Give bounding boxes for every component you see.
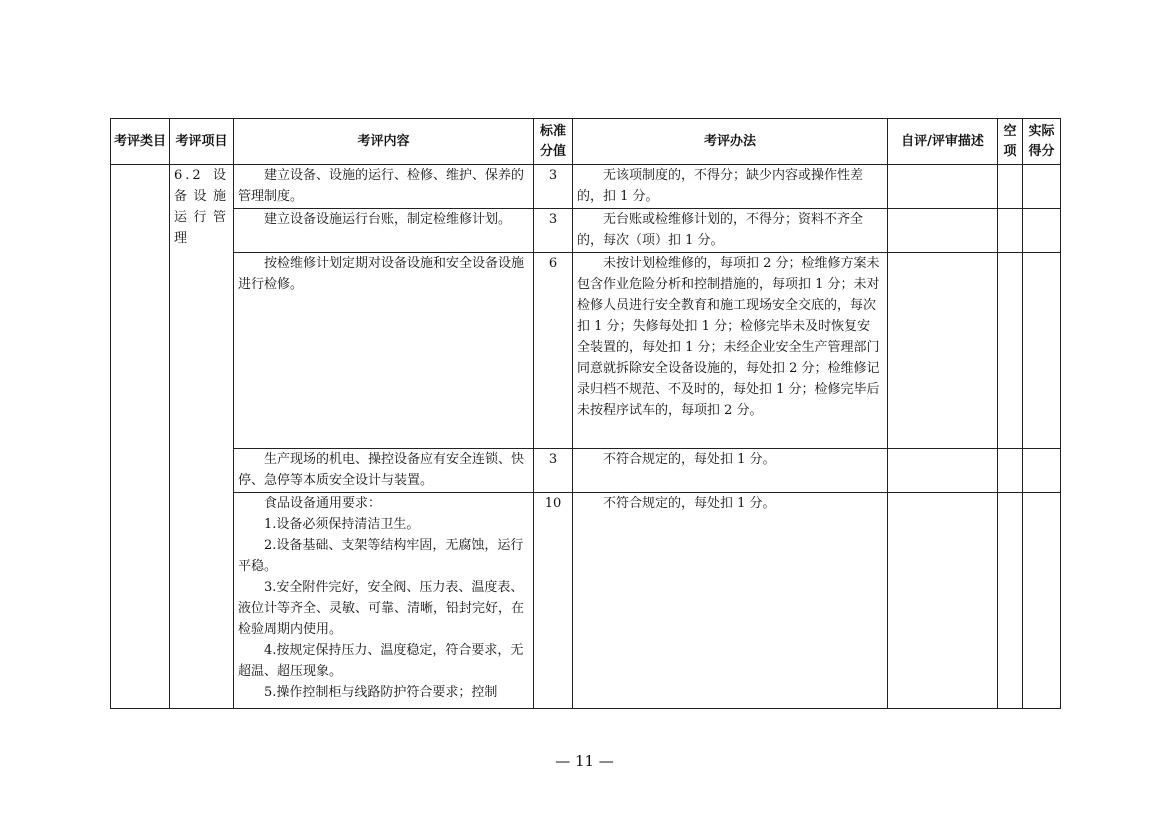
table-row — [111, 449, 1061, 493]
empty-cell[interactable] — [998, 449, 1023, 493]
score-cell: 3 — [534, 209, 573, 253]
content-line: 5.操作控制柜与线路防护符合要求；控制 — [264, 685, 498, 700]
header-category: 考评类目 — [111, 119, 170, 165]
empty-cell[interactable] — [998, 209, 1023, 253]
table-row — [111, 253, 1061, 449]
category-cell — [111, 165, 170, 709]
header-empty: 空项 — [998, 119, 1023, 165]
method-cell: 未按计划检维修的，每项扣 2 分；检维修方案未包含作业危险分析和控制措施的，每项扣 1 分；未对检修人员进行安全教育和施工现场安全交底的，每次扣 1 分；失修每处扣 1 分；检修完毕未及时恢复安全装置的，每处扣 1 分；未经企业安全生产管理部门同意就拆除安全设备设施的，每处扣 2 分；检维修记录归档不规范、不及时的，每处扣 1 分；检修完毕后未按程序试车的，每项扣 2 分。 — [573, 253, 888, 449]
header-self-eval: 自评/评审描述 — [888, 119, 998, 165]
content-line: 1.设备必须保持清洁卫生。 — [264, 517, 420, 532]
empty-cell[interactable] — [998, 493, 1023, 709]
item-name-cell: 6.2 设备设施运行管理 — [170, 165, 234, 709]
content-line: 食品设备通用要求： — [264, 496, 382, 511]
content-line: 2.设备基础、支架等结构牢固，无腐蚀，运行平稳。 — [238, 538, 524, 574]
actual-score-cell[interactable] — [1023, 165, 1061, 209]
actual-score-cell[interactable] — [1023, 449, 1061, 493]
empty-cell[interactable] — [998, 165, 1023, 209]
method-cell: 无该项制度的，不得分；缺少内容或操作性差的，扣 1 分。 — [573, 165, 888, 209]
score-cell: 3 — [534, 165, 573, 209]
self-eval-cell[interactable] — [888, 253, 998, 449]
header-row — [111, 119, 1061, 165]
content-cell — [234, 493, 534, 709]
header-method: 考评办法 — [573, 119, 888, 165]
self-eval-cell[interactable] — [888, 449, 998, 493]
score-cell: 3 — [534, 449, 573, 493]
score-cell: 10 — [534, 493, 573, 709]
self-eval-cell[interactable] — [888, 209, 998, 253]
empty-cell[interactable] — [998, 253, 1023, 449]
method-cell: 不符合规定的，每处扣 1 分。 — [573, 493, 888, 709]
self-eval-cell[interactable] — [888, 165, 998, 209]
header-actual: 实际得分 — [1023, 119, 1061, 165]
content-line: 3.安全附件完好，安全阀、压力表、温度表、液位计等齐全、灵敏、可靠、清晰，铅封完好，在检验周期内使用。 — [238, 580, 525, 637]
content-cell: 按检维修计划定期对设备设施和安全设备设施进行检修。 — [234, 253, 534, 449]
content-cell: 建立设备设施运行台账，制定检维修计划。 — [234, 209, 534, 253]
actual-score-cell[interactable] — [1023, 253, 1061, 449]
header-content: 考评内容 — [234, 119, 534, 165]
self-eval-cell[interactable] — [888, 493, 998, 709]
header-item: 考评项目 — [170, 119, 234, 165]
method-cell: 不符合规定的，每处扣 1 分。 — [573, 449, 888, 493]
table-row — [111, 209, 1061, 253]
table-row — [111, 165, 1061, 209]
table-row — [111, 493, 1061, 709]
actual-score-cell[interactable] — [1023, 493, 1061, 709]
evaluation-table — [110, 118, 1061, 709]
page-number: — 11 — — [555, 752, 614, 770]
content-line: 4.按规定保持压力、温度稳定，符合要求，无超温、超压现象。 — [238, 643, 524, 679]
content-cell: 生产现场的机电、操控设备应有安全连锁、快停、急停等本质安全设计与装置。 — [234, 449, 534, 493]
score-cell: 6 — [534, 253, 573, 449]
method-cell: 无台账或检维修计划的，不得分；资料不齐全的，每次（项）扣 1 分。 — [573, 209, 888, 253]
content-cell: 建立设备、设施的运行、检修、维护、保养的管理制度。 — [234, 165, 534, 209]
actual-score-cell[interactable] — [1023, 209, 1061, 253]
header-score: 标准分值 — [534, 119, 573, 165]
